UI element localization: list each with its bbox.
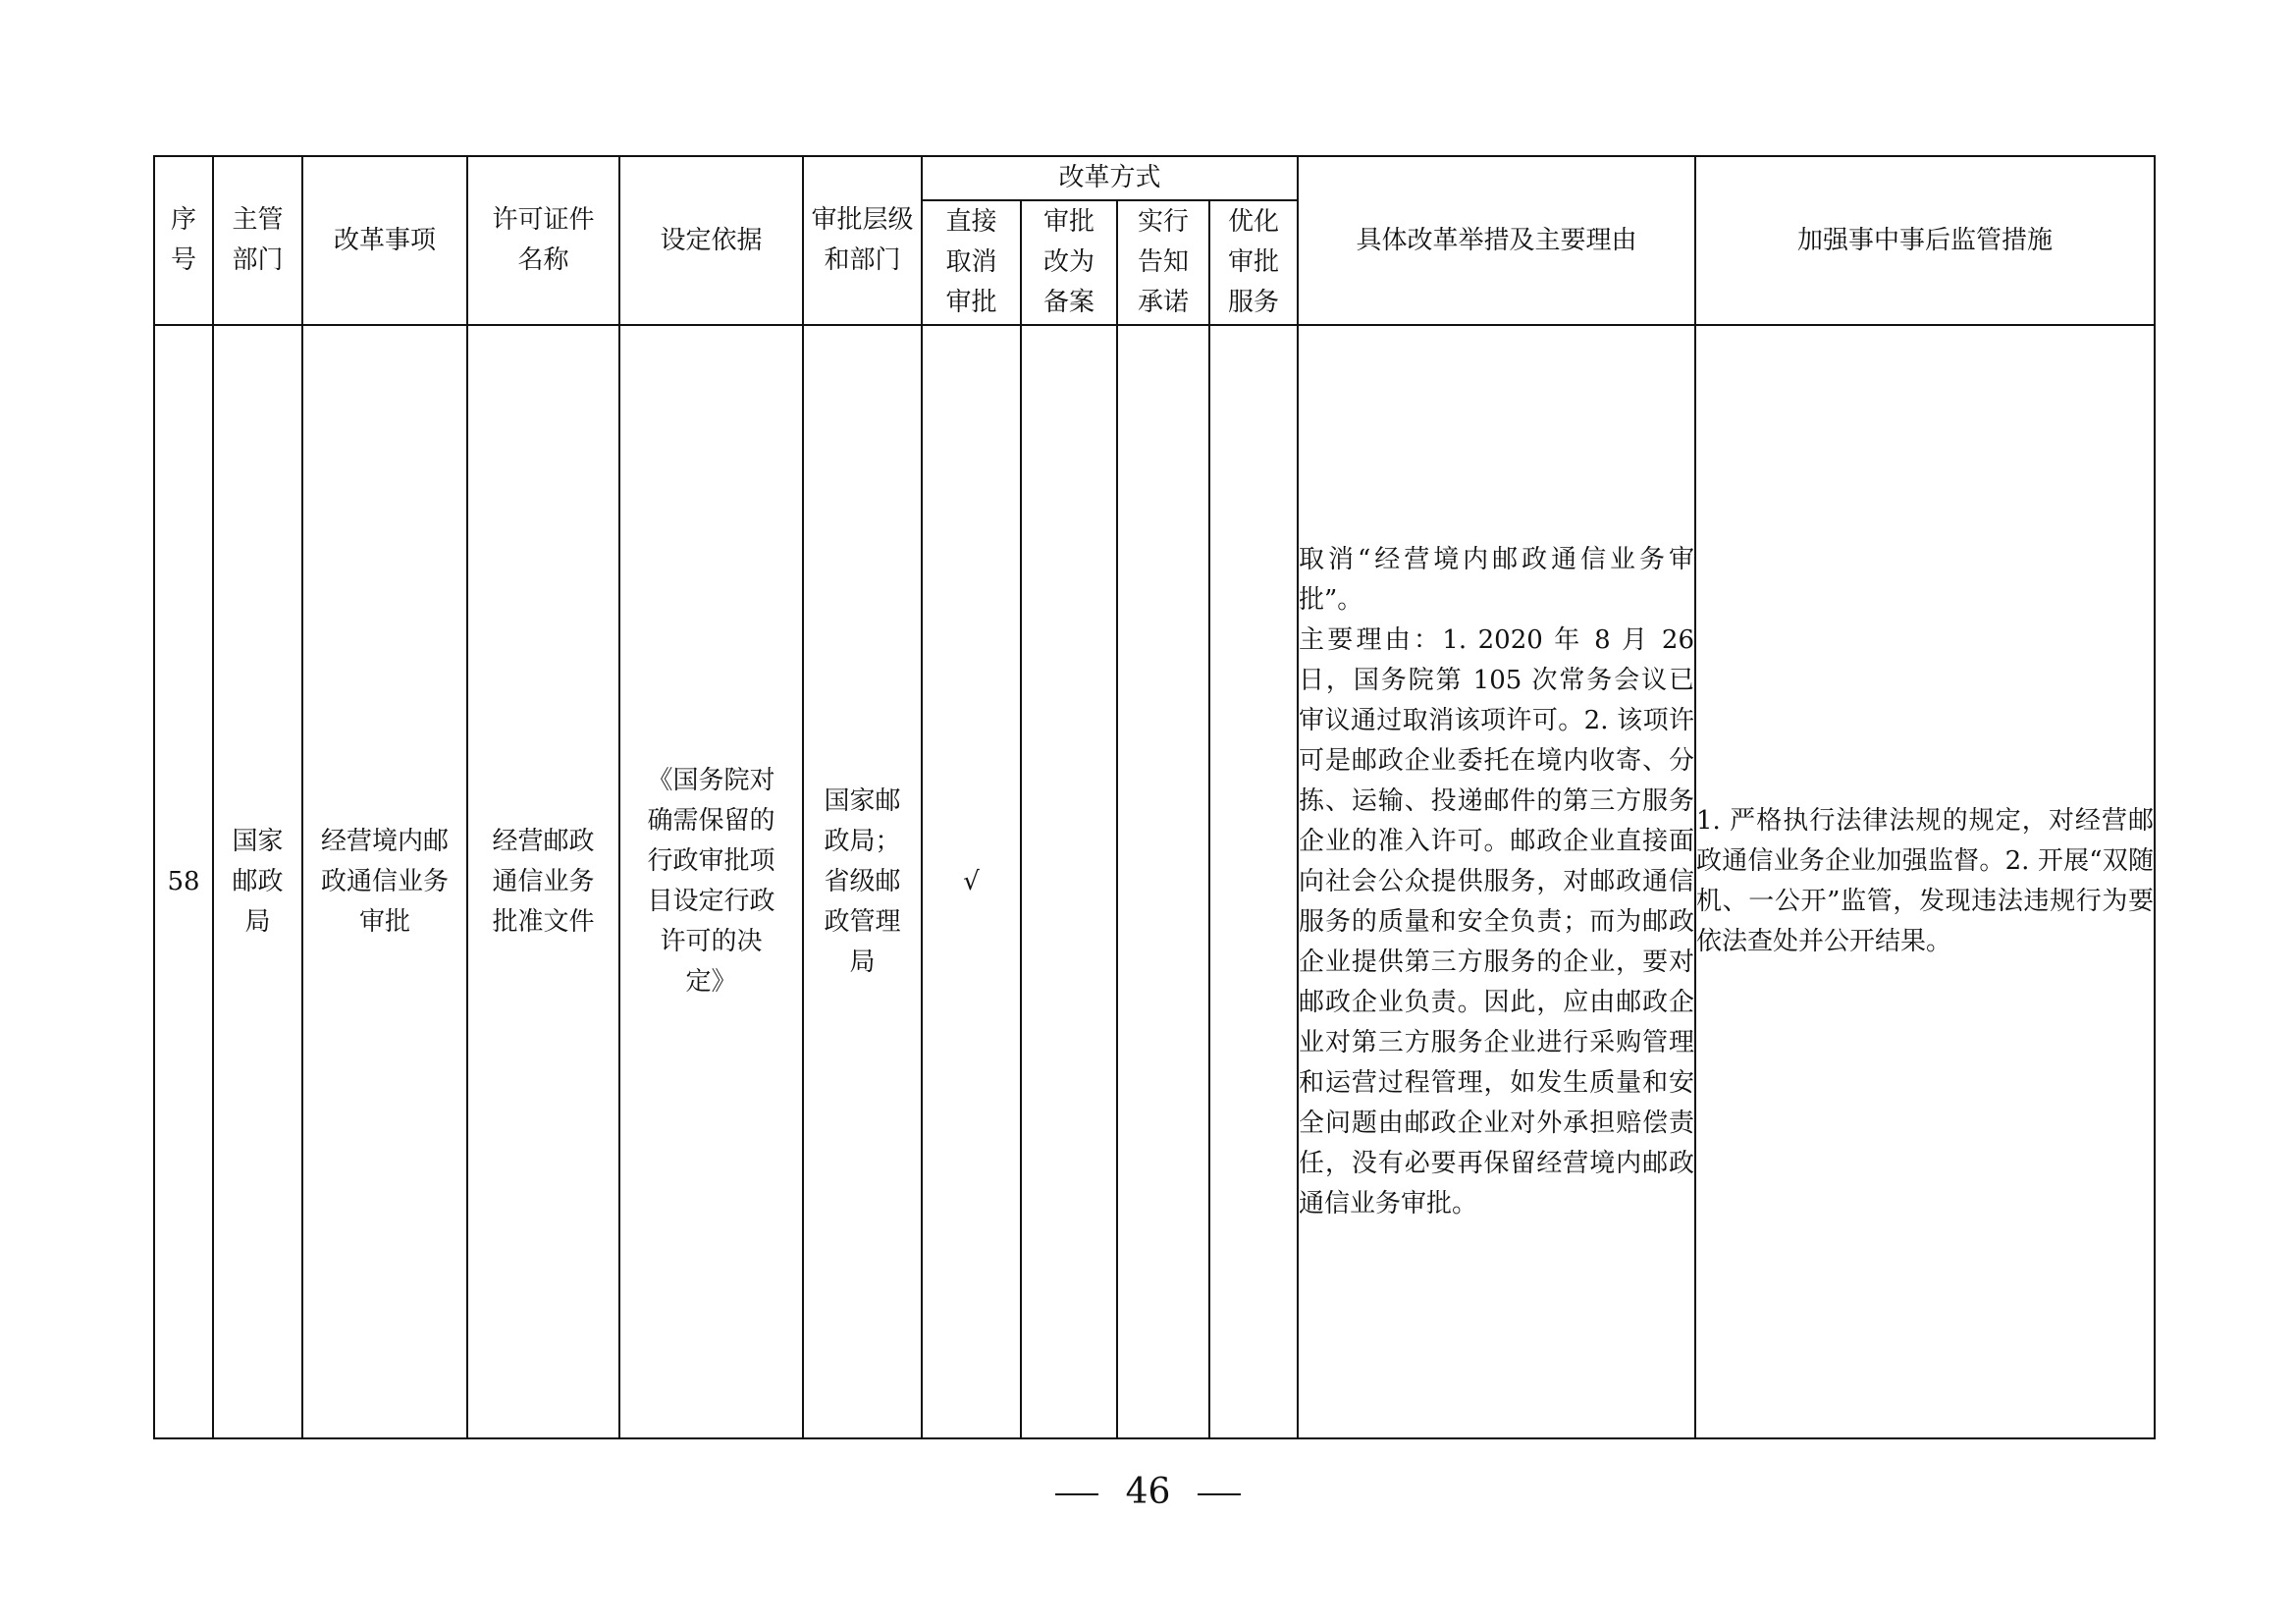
header-supervision — [1695, 156, 2155, 325]
header-measures — [1298, 156, 1695, 325]
page-footer — [0, 1469, 2296, 1516]
item-value: 经营境内邮政通信业务审批 — [320, 826, 449, 937]
supervision-text: 1. 严格执行法律法规的规定，对经营邮政通信业务企业加强监督。2. 开展“双随机、一公开”监管，发现违法违规行为要依法查处并公开结果。 — [1696, 806, 2155, 956]
header-mode-notify-commit-label: 实行告知承诺 — [1138, 207, 1190, 317]
cell-measures — [1298, 325, 1695, 1438]
header-mode-direct-cancel-label: 直接取消审批 — [945, 207, 997, 317]
cell-supervision — [1695, 325, 2155, 1438]
cell-mode-notify-commit — [1117, 325, 1209, 1438]
header-mode-group-label: 改革方式 — [1058, 163, 1161, 192]
header-basis-label: 设定依据 — [660, 225, 763, 255]
cell-mode-optimize — [1209, 325, 1298, 1438]
cell-mode-direct-cancel — [922, 325, 1021, 1438]
basis-value: 《国务院对确需保留的行政审批项目设定行政许可的决定》 — [647, 766, 775, 997]
header-license-label: 许可证件名称 — [492, 205, 595, 275]
cell-mode-to-filing — [1021, 325, 1117, 1438]
header-license — [467, 156, 619, 325]
header-mode-optimize-label: 优化审批服务 — [1228, 207, 1280, 317]
header-level-label: 审批层级和部门 — [811, 205, 914, 275]
measures-paragraph-1: 取消“经营境内邮政通信业务审批”。 — [1299, 544, 1695, 615]
header-item-label: 改革事项 — [333, 225, 436, 255]
header-item — [302, 156, 467, 325]
footer-dash-left — [1055, 1493, 1098, 1495]
table-row — [154, 325, 2155, 1438]
header-dept-label: 主管部门 — [232, 205, 284, 275]
level-value: 国家邮政局；省级邮政管理局 — [824, 785, 901, 977]
license-value: 经营邮政通信业务批准文件 — [492, 826, 595, 937]
seq-value: 58 — [167, 866, 200, 896]
cell-level — [803, 325, 922, 1438]
header-row-1 — [154, 156, 2155, 200]
header-seq-label: 序号 — [171, 205, 197, 275]
measures-paragraph-2: 主要理由：1. 2020 年 8 月 26 日，国务院第 105 次常务会议已审议通过取消该项许可。2. 该项许可是邮政企业委托在境内收寄、分拣、运输、投递邮件的第三方服务企业的准入许可。邮政企业直接面向社会公众提供服务，对邮政通信服务的质量和安全负责；而为邮政企业提供第三方服务的企业，要对邮政企业负责。因此，应由邮政企业对第三方服务企业进行采购管理和运营过程管理，如发生质量和安全问题由邮政企业对外承担赔偿责任，没有必要再保留经营境内邮政通信业务审批。 — [1299, 624, 1695, 1218]
header-mode-to-filing — [1021, 200, 1117, 325]
header-basis — [619, 156, 803, 325]
header-dept — [213, 156, 302, 325]
header-supervision-label: 加强事中事后监管措施 — [1797, 225, 2054, 255]
checkmark-value: √ — [963, 866, 980, 896]
header-mode-optimize — [1209, 200, 1298, 325]
header-measures-label: 具体改革举措及主要理由 — [1356, 225, 1637, 255]
dept-value: 国家邮政局 — [232, 826, 284, 937]
cell-item — [302, 325, 467, 1438]
header-mode-group — [922, 156, 1298, 200]
reform-table — [153, 155, 2156, 1439]
cell-seq — [154, 325, 213, 1438]
footer-dash-right — [1198, 1493, 1241, 1495]
page-number: 46 — [1125, 1472, 1171, 1512]
cell-basis — [619, 325, 803, 1438]
header-level — [803, 156, 922, 325]
header-mode-direct-cancel — [922, 200, 1021, 325]
cell-dept — [213, 325, 302, 1438]
header-mode-notify-commit — [1117, 200, 1209, 325]
header-mode-to-filing-label: 审批改为备案 — [1043, 207, 1095, 317]
cell-license — [467, 325, 619, 1438]
header-seq — [154, 156, 213, 325]
